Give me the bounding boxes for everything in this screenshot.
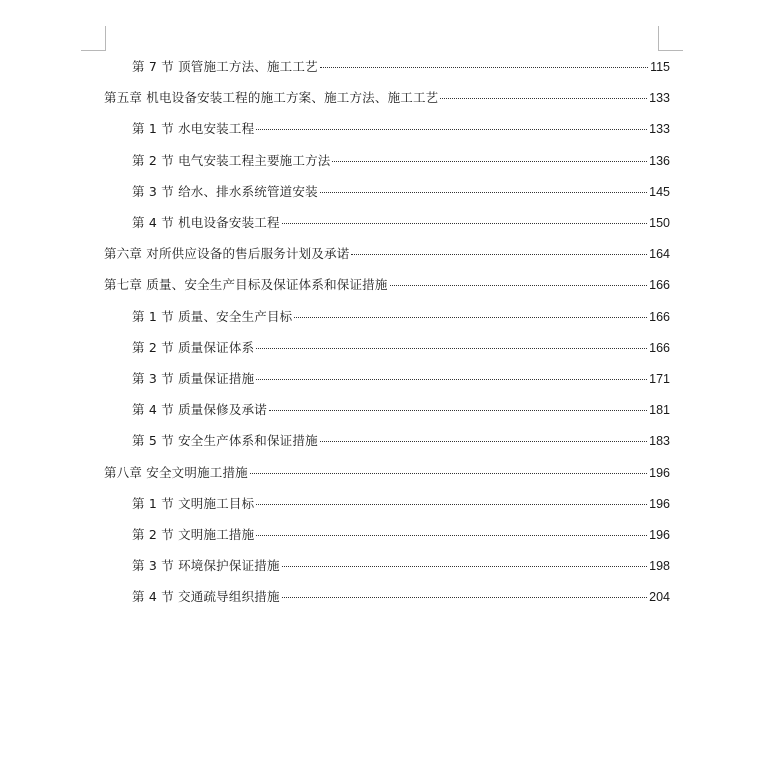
toc-entry[interactable] xyxy=(132,402,670,418)
toc-entry[interactable] xyxy=(132,184,670,200)
toc-dot-leader xyxy=(351,254,647,255)
toc-entry-title: 第 3 节 给水、排水系统管道安装 xyxy=(132,184,318,199)
toc-dot-leader xyxy=(320,192,647,193)
toc-entry-page-number: 204 xyxy=(649,590,670,604)
toc-entry-title: 第八章 安全文明施工措施 xyxy=(104,465,248,480)
toc-entry-title: 第 1 节 质量、安全生产目标 xyxy=(132,309,293,324)
toc-entry[interactable] xyxy=(132,215,670,231)
toc-entry-page-number: 136 xyxy=(649,154,670,168)
toc-entry[interactable] xyxy=(132,589,670,605)
toc-entry-page-number: 181 xyxy=(649,403,670,417)
toc-entry-page-number: 183 xyxy=(649,434,670,448)
toc-entry-page-number: 196 xyxy=(649,497,670,511)
toc-entry[interactable] xyxy=(104,277,670,293)
toc-entry[interactable] xyxy=(132,558,670,574)
toc-entry[interactable] xyxy=(132,527,670,543)
toc-entry-title: 第 2 节 质量保证体系 xyxy=(132,340,255,355)
toc-dot-leader xyxy=(256,379,647,380)
toc-entry-title: 第 2 节 文明施工措施 xyxy=(132,527,255,542)
toc-entry-page-number: 166 xyxy=(649,278,670,292)
toc-entry[interactable] xyxy=(132,371,670,387)
toc-entry-page-number: 133 xyxy=(649,91,670,105)
toc-entry-page-number: 145 xyxy=(649,185,670,199)
toc-entry-page-number: 196 xyxy=(649,466,670,480)
toc-entry-page-number: 196 xyxy=(649,528,670,542)
toc-dot-leader xyxy=(256,535,647,536)
toc-entry-title: 第七章 质量、安全生产目标及保证体系和保证措施 xyxy=(104,277,388,292)
toc-entry-title: 第 3 节 质量保证措施 xyxy=(132,371,255,386)
toc-entry[interactable] xyxy=(104,90,670,106)
toc-dot-leader xyxy=(440,98,647,99)
toc-dot-leader xyxy=(282,566,647,567)
toc-entry-title: 第 1 节 水电安装工程 xyxy=(132,121,255,136)
toc-dot-leader xyxy=(282,223,647,224)
toc-entry[interactable] xyxy=(132,153,670,169)
toc-entry[interactable] xyxy=(132,433,670,449)
toc-entry-title: 第 7 节 顶管施工方法、施工工艺 xyxy=(132,59,318,74)
toc-dot-leader xyxy=(390,285,648,286)
toc-entry-page-number: 171 xyxy=(649,372,670,386)
toc-dot-leader xyxy=(250,473,647,474)
toc-entry-title: 第 1 节 文明施工目标 xyxy=(132,496,255,511)
toc-entry[interactable] xyxy=(104,465,670,481)
toc-dot-leader xyxy=(320,67,648,68)
toc-entry[interactable] xyxy=(132,309,670,325)
toc-entry[interactable] xyxy=(132,340,670,356)
toc-entry-title: 第 4 节 质量保修及承诺 xyxy=(132,402,267,417)
toc-dot-leader xyxy=(320,441,647,442)
toc-entry-title: 第 5 节 安全生产体系和保证措施 xyxy=(132,433,318,448)
toc-entry[interactable] xyxy=(132,59,670,75)
toc-entry[interactable] xyxy=(104,246,670,262)
toc-entry[interactable] xyxy=(132,496,670,512)
toc-entry-page-number: 133 xyxy=(649,122,670,136)
toc-dot-leader xyxy=(294,317,647,318)
toc-dot-leader xyxy=(256,348,647,349)
toc-entry-page-number: 150 xyxy=(649,216,670,230)
toc-dot-leader xyxy=(269,410,647,411)
toc-dot-leader xyxy=(282,597,647,598)
toc-dot-leader xyxy=(256,129,647,130)
toc-entry-title: 第五章 机电设备安装工程的施工方案、施工方法、施工工艺 xyxy=(104,90,439,105)
toc-dot-leader xyxy=(256,504,647,505)
toc-entry-page-number: 166 xyxy=(649,341,670,355)
crop-mark-top-right xyxy=(658,26,683,51)
toc-entry-page-number: 164 xyxy=(649,247,670,261)
toc-entry-page-number: 166 xyxy=(649,310,670,324)
toc-entry-title: 第六章 对所供应设备的售后服务计划及承诺 xyxy=(104,246,350,261)
toc-entry-page-number: 115 xyxy=(650,60,670,74)
toc-entry-title: 第 2 节 电气安装工程主要施工方法 xyxy=(132,153,331,168)
toc-entry-page-number: 198 xyxy=(649,559,670,573)
toc-dot-leader xyxy=(332,161,647,162)
crop-mark-top-left xyxy=(81,26,106,51)
toc-entry[interactable] xyxy=(132,121,670,137)
toc-entry-title: 第 3 节 环境保护保证措施 xyxy=(132,558,280,573)
toc-entry-title: 第 4 节 交通疏导组织措施 xyxy=(132,589,280,604)
toc-entry-title: 第 4 节 机电设备安装工程 xyxy=(132,215,280,230)
